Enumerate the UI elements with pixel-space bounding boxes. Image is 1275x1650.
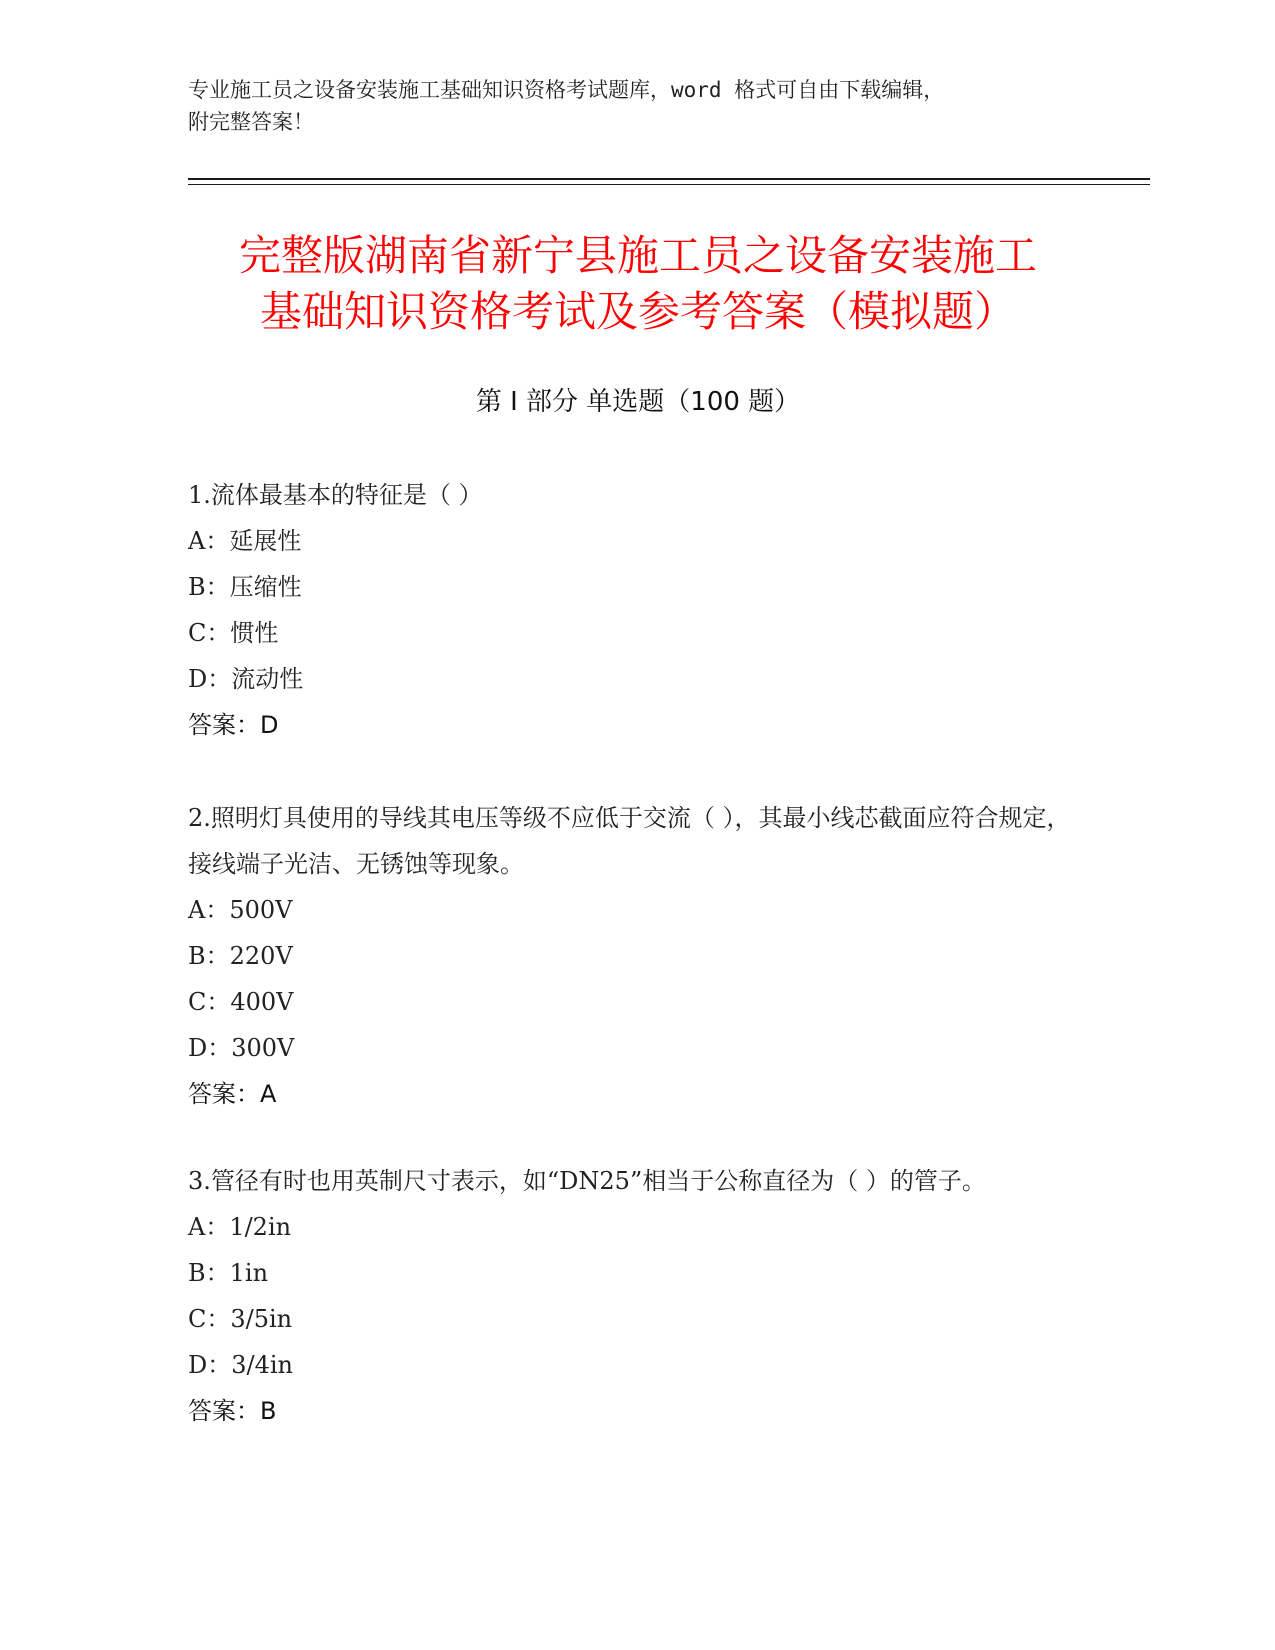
header-note-line-2: 附完整答案！	[188, 110, 314, 134]
option-d: D：3/4in	[188, 1351, 293, 1379]
document-title	[188, 228, 1088, 340]
option-c: C：3/5in	[188, 1305, 293, 1333]
header-divider-thin	[188, 184, 1150, 185]
option-b: B：压缩性	[188, 573, 302, 601]
header-note-line-1: 专业施工员之设备安装施工基础知识资格考试题库，word 格式可自由下载编辑，	[188, 78, 945, 102]
option-c: C：惯性	[188, 619, 279, 647]
answer: 答案：B	[188, 1397, 277, 1425]
document-title-line-1: 完整版湖南省新宁县施工员之设备安装施工	[238, 231, 1037, 280]
section-heading: 第 I 部分 单选题（100 题）	[475, 387, 801, 417]
answer: 答案：A	[188, 1080, 277, 1108]
question-2	[188, 795, 1088, 1117]
option-d: D：300V	[188, 1034, 295, 1062]
option-a: A：延展性	[188, 527, 302, 555]
question-3	[188, 1158, 1088, 1434]
header-divider-thick	[188, 178, 1150, 180]
question-stem: 1.流体最基本的特征是（ ）	[188, 481, 483, 509]
option-a: A：1/2in	[188, 1213, 292, 1241]
question-stem: 3.管径有时也用英制尺寸表示，如“DN25”相当于公称直径为（ ）的管子。	[188, 1167, 986, 1195]
question-1	[188, 472, 1088, 748]
option-d: D：流动性	[188, 665, 304, 693]
question-stem: 2.照明灯具使用的导线其电压等级不应低于交流（ ），其最小线芯截面应符合规定，接线端子光洁、无锈蚀等现象。	[188, 804, 1071, 878]
option-b: B：220V	[188, 942, 293, 970]
document-title-line-2: 基础知识资格考试及参考答案（模拟题）	[259, 287, 1016, 336]
option-c: C：400V	[188, 988, 294, 1016]
answer: 答案：D	[188, 711, 279, 739]
option-a: A：500V	[188, 896, 293, 924]
header-note	[188, 74, 1088, 138]
option-b: B：1in	[188, 1259, 269, 1287]
